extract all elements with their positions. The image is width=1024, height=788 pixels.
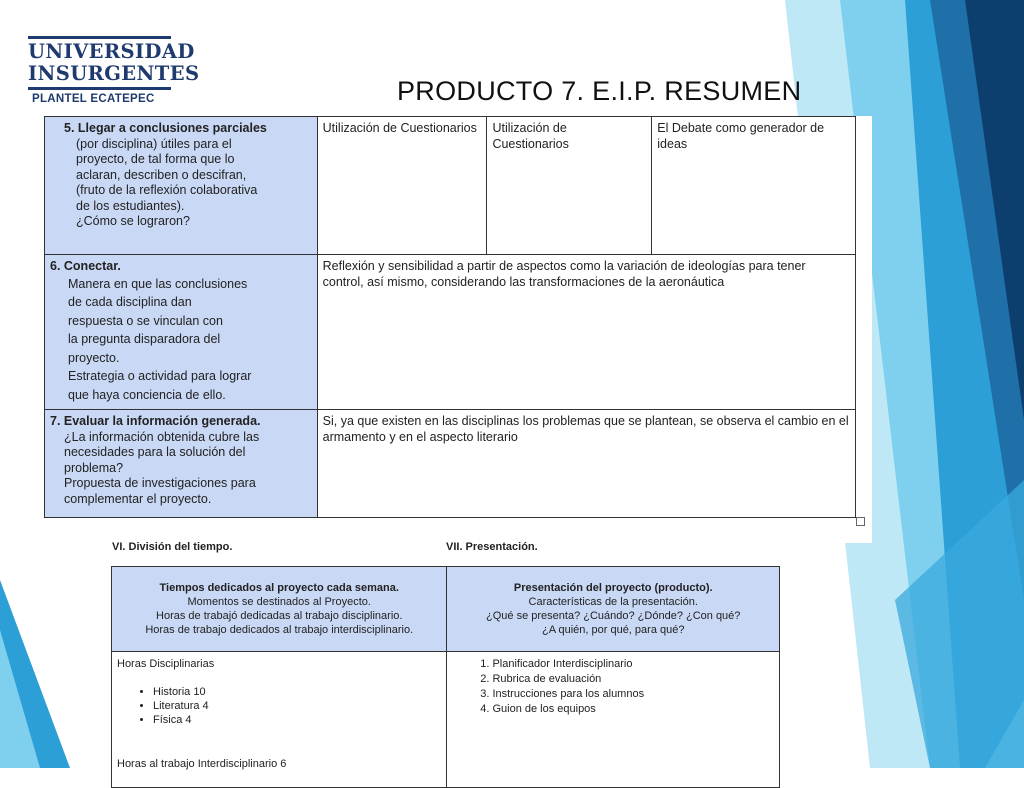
- question-line: ¿Cómo se lograron?: [76, 214, 190, 228]
- header-title: Tiempos dedicados al proyecto cada semana.: [159, 582, 399, 594]
- body-cell-time: [112, 652, 447, 788]
- question-cell: [45, 117, 318, 255]
- question-title: 6. Conectar.: [50, 259, 121, 273]
- presentation-list: [452, 657, 774, 717]
- question-line: complementar el proyecto.: [64, 491, 212, 506]
- list-item: • Historia 10: [153, 685, 441, 699]
- question-line: de cada disciplina dan: [68, 295, 192, 309]
- question-line: proyecto.: [68, 350, 120, 365]
- interdisciplinary-hours: Horas al trabajo Interdisciplinario 6: [117, 758, 287, 770]
- list-item: 2. Rubrica de evaluación: [492, 672, 774, 687]
- logo-rule-top: [28, 36, 171, 39]
- logo-subtitle: PLANTEL ECATEPEC: [32, 93, 155, 105]
- subject-list: [117, 685, 441, 727]
- answer-cell: Utilización de Cuestionarios: [487, 117, 652, 255]
- header-line: Características de la presentación.: [528, 596, 698, 608]
- logo-line1: UNIVERSIDAD: [28, 40, 195, 63]
- eip-table: [44, 116, 856, 518]
- university-logo: [28, 36, 200, 105]
- section-heading-presentation: VII. Presentación.: [446, 541, 538, 553]
- body-cell-presentation: [447, 652, 780, 788]
- header-cell-time: [112, 567, 447, 652]
- question-line: que haya conciencia de ello.: [68, 387, 226, 402]
- question-line: Manera en que las conclusiones: [68, 276, 248, 291]
- table-row: [112, 567, 780, 652]
- question-line: necesidades para la solución del: [64, 445, 246, 459]
- list-item: • Literatura 4: [153, 699, 441, 713]
- list-item: 3. Instrucciones para los alumnos: [492, 687, 774, 702]
- answer-cell: Utilización de Cuestionarios: [317, 117, 487, 255]
- table-row: [45, 410, 856, 518]
- document-sheet-top: [40, 116, 872, 543]
- header-line: Horas de trabajó dedicadas al trabajo disciplinario.: [156, 610, 403, 622]
- answer-cell: El Debate como generador de ideas: [652, 117, 856, 255]
- document-sheet-bottom: [100, 533, 810, 768]
- resize-handle[interactable]: [856, 517, 865, 526]
- header-line: ¿A quién, por qué, para qué?: [541, 624, 685, 636]
- question-cell: [45, 255, 318, 410]
- question-line: Propuesta de investigaciones para: [64, 476, 256, 490]
- question-line: la pregunta disparadora del: [68, 332, 221, 346]
- question-cell: [45, 410, 318, 518]
- question-line: Estrategia o actividad para lograr: [68, 369, 252, 383]
- question-title: 7. Evaluar la información generada.: [50, 414, 261, 428]
- question-title: 5. Llegar a conclusiones parciales: [64, 121, 267, 135]
- header-line: Horas de trabajo dedicados al trabajo interdisciplinario.: [145, 624, 414, 636]
- logo-rule-bottom: [28, 87, 171, 90]
- header-title: Presentación del proyecto (producto).: [513, 582, 713, 594]
- section-heading-time: VI. División del tiempo.: [112, 541, 233, 553]
- question-line: (fruto de la reflexión colaborativa: [76, 183, 258, 197]
- hours-label: Horas Disciplinarias: [117, 658, 215, 670]
- question-line: ¿La información obtenida cubre las: [64, 429, 260, 444]
- table-row: [45, 117, 856, 255]
- slide-title: PRODUCTO 7. E.I.P. RESUMEN: [397, 76, 802, 106]
- header-line: Momentos se destinados al Proyecto.: [187, 596, 371, 608]
- answer-cell: Si, ya que existen en las disciplinas los problemas que se plantean, se observa el cambio en el armamento y en el aspecto literario: [317, 410, 855, 518]
- header-line: ¿Qué se presenta? ¿Cuándo? ¿Dónde? ¿Con qué?: [486, 610, 741, 622]
- list-item: • Física 4: [153, 713, 441, 727]
- table-row: [45, 255, 856, 410]
- list-item: 4. Guion de los equipos: [492, 702, 774, 717]
- table-row: [112, 652, 780, 788]
- question-line: de los estudiantes).: [76, 198, 185, 213]
- question-line: aclaran, describen o descifran,: [76, 167, 247, 182]
- time-presentation-table: [111, 566, 780, 788]
- list-item: 1. Planificador Interdisciplinario: [492, 657, 774, 672]
- logo-line2: INSURGENTES: [28, 62, 200, 85]
- question-line: (por disciplina) útiles para el: [76, 136, 232, 151]
- answer-cell: Reflexión y sensibilidad a partir de aspectos como la variación de ideologías para tener control, así mismo, considerando las transformaciones de la aeronáutica: [317, 255, 855, 410]
- question-line: proyecto, de tal forma que lo: [76, 152, 235, 166]
- question-line: problema?: [64, 460, 124, 475]
- question-line: respuesta o se vinculan con: [68, 313, 223, 328]
- header-cell-presentation: [447, 567, 780, 652]
